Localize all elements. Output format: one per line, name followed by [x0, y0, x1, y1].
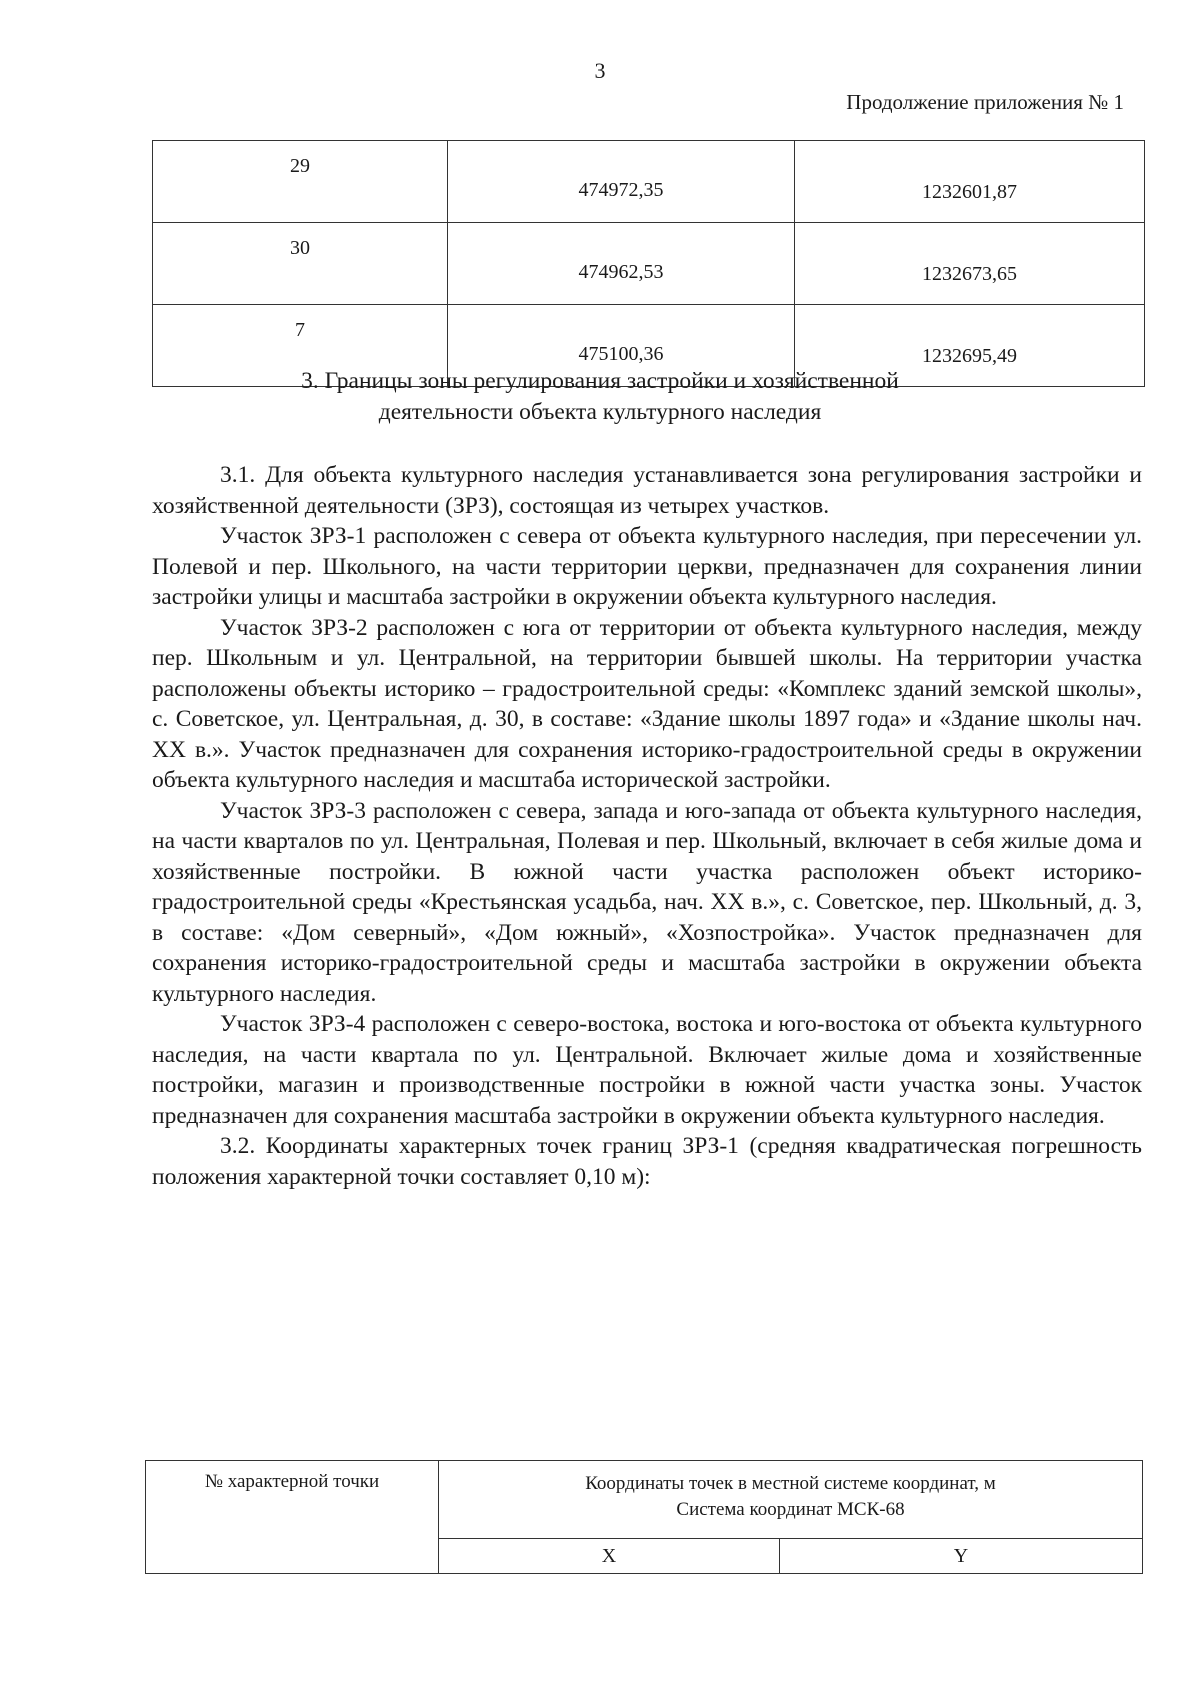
coord-x: 474972,35: [448, 141, 795, 223]
y-header: Y: [780, 1539, 1143, 1574]
coordinates-header-line: Координаты точек в местной системе координат, м: [585, 1473, 996, 1494]
coordinates-system-line: Система координат МСК-68: [676, 1499, 905, 1520]
coord-y: 1232673,65: [795, 223, 1145, 305]
continuation-label: Продолжение приложения № 1: [846, 90, 1124, 114]
table-row: [153, 141, 1145, 223]
coord-y: 1232695,49: [795, 305, 1145, 387]
paragraph: 3.1. Для объекта культурного наследия устанавливается зона регулирования застройки и хозяйственной деятельности (ЗРЗ), состоящая из четырех участков.: [152, 462, 1142, 519]
coord-y: 1232601,87: [795, 141, 1145, 223]
section-heading-line: деятельности объекта культурного наследия: [378, 399, 822, 425]
section-heading: [0, 366, 1200, 428]
paragraph: Участок ЗРЗ-3 расположен с севера, запада и юго-запада от объекта культурного наследия, на части кварталов по ул. Центральная, Полевая и пер. Школьный, включает в себя жилые дома и хозяйственные постройки. В южной части участка расположен объект историко-градостроительной среды «Крестьянская усадьба, нач. XX в.», с. Советское, пер. Школьный, д. 3, в составе: «Дом северный», «Дом южный», «Хозпостройка». Участок предназначен для сохранения историко-градостроительной среды и масштаба застройки в окружении объекта культурного наследия.: [152, 797, 1142, 1007]
point-number: 29: [153, 141, 448, 223]
coordinates-table-header: [145, 1460, 1143, 1574]
paragraph: 3.2. Координаты характерных точек границ ЗРЗ-1 (средняя квадратическая погрешность положения характерной точки составляет 0,10 м):: [152, 1133, 1142, 1190]
table-header-row: [146, 1461, 1143, 1539]
paragraph: Участок ЗРЗ-2 расположен с юга от территории от объекта культурного наследия, между пер. Школьным и ул. Центральной, на территории бывшей школы. На территории участка расположены объекты историко – градостроительной среды: «Комплекс зданий земской школы», с. Советское, ул. Центральная, д. 30, в составе: «Здание школы 1897 года» и «Здание школы нач. XX в.». Участок предназначен для сохранения историко-градостроительной среды в окружении объекта культурного наследия и масштаба исторической застройки.: [152, 614, 1142, 793]
paragraph: Участок ЗРЗ-4 расположен с северо-востока, востока и юго-востока от объекта культурного наследия, на части квартала по ул. Центральной. Включает жилые дома и хозяйственные постройки, магазин и производственные постройки в южной части участка зоны. Участок предназначен для сохранения масштаба застройки в окружении объекта культурного наследия.: [152, 1011, 1142, 1129]
coord-x: 474962,53: [448, 223, 795, 305]
page-number: 3: [594, 58, 606, 83]
coordinates-header: [439, 1461, 1143, 1539]
x-header: X: [439, 1539, 780, 1574]
coord-x: 475100,36: [448, 305, 795, 387]
paragraph: Участок ЗРЗ-1 расположен с севера от объекта культурного наследия, при пересечении ул. Полевой и пер. Школьного, на части территории церкви, предназначен для сохранения линии застройки улицы и масштаба застройки в окружении объекта культурного наследия.: [152, 523, 1142, 610]
section-heading-line: 3. Границы зоны регулирования застройки и хозяйственной: [301, 368, 899, 394]
point-number-header: № характерной точки: [146, 1461, 439, 1574]
point-number: 7: [153, 305, 448, 387]
point-number: 30: [153, 223, 448, 305]
coordinates-table-continued: [152, 140, 1145, 387]
body-text: [152, 460, 1142, 1192]
table-row: [153, 223, 1145, 305]
